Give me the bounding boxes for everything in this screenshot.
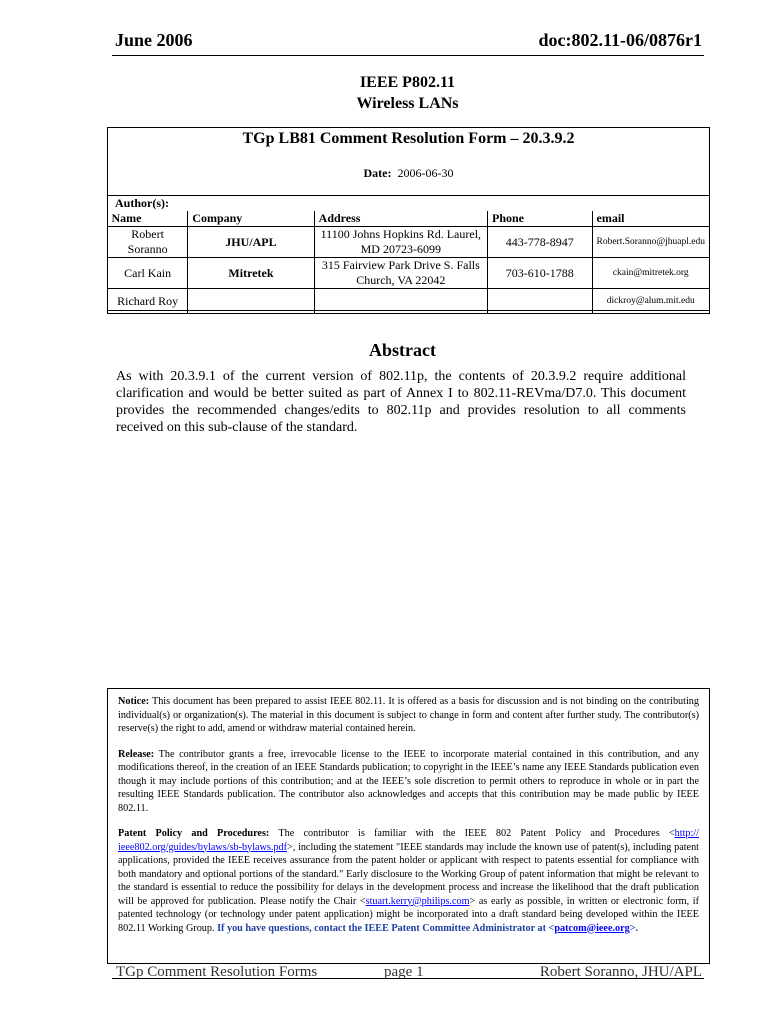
date-label: Date: — [363, 166, 392, 180]
notice-box — [107, 688, 710, 964]
notice-paragraph — [118, 695, 699, 736]
form-title: TGp LB81 Comment Resolution Form – 20.3.9.2 — [242, 130, 575, 147]
footer-page: page 1 — [384, 964, 424, 980]
form-separator — [107, 195, 710, 196]
chair-email-link[interactable]: stuart.kerry@philips.com — [365, 895, 470, 907]
patent-paragraph — [118, 827, 699, 935]
bylaws-link[interactable]: http:// ieee802.org/guides/bylaws/sb-bylaws.pdf — [118, 828, 699, 853]
author-email: Robert.Soranno@jhuapl.edu — [592, 227, 710, 258]
author-row — [108, 289, 710, 314]
form-date — [107, 166, 710, 181]
author-name: Carl Kain — [108, 258, 188, 289]
authors-header-row — [108, 211, 710, 227]
patent-label: Patent Policy and Procedures: — [118, 828, 270, 839]
author-address: 11100 Johns Hopkins Rd. Laurel, MD 20723-6099 — [314, 227, 487, 258]
notice-label: Notice: — [118, 696, 150, 707]
author-phone: 703-610-1788 — [487, 258, 592, 289]
author-email: ckain@mitretek.org — [592, 258, 710, 289]
release-text: The contributor grants a free, irrevocable license to the IEEE to incorporate material contained in this contribution, and any modifications thereof, in the creation of an IEEE Standards publication; to copyright in the IEEE’s name any IEEE Standards publication even though it may include portions of this contribution; and at the IEEE’s sole discretion to permit others to reproduce in whole or in part the resulting IEEE Standards publication. The contributor also acknowledges and accepts that this contribution may be made public by IEEE 802.11. — [118, 748, 699, 814]
authors-table — [107, 211, 710, 314]
col-name: Name — [108, 211, 188, 227]
header-rule — [112, 55, 704, 56]
author-phone — [487, 289, 592, 314]
author-name: Robert Soranno — [108, 227, 188, 258]
col-phone: Phone — [487, 211, 592, 227]
author-name: Richard Roy — [108, 289, 188, 314]
standard-subtitle: Wireless LANs — [356, 95, 459, 112]
author-row — [108, 227, 710, 258]
patent-text-2: >, including the statement "IEEE standards may include the known use of patent(s), including patent applications, provided the IEEE receives assurance from the patent holder or applicant with respect to patents essential for compliance with both mandatory and optional portions of the standard." Early disclosure to the Working Group of patent information that might be relevant to the standard is essential to reduce the possibility for delays in the development process and increase the likelihood that the draft publication will be approved for publication. Please notify the Chair < — [118, 841, 699, 907]
header-date: June 2006 — [115, 30, 193, 50]
col-address: Address — [314, 211, 487, 227]
notice-text: This document has been prepared to assist IEEE 802.11. It is offered as a basis for discussion and is not binding on the contributing individual(s) or organization(s). The material in this document is subject to change in form and content after further study. The contributor(s) reserve(s) the right to add, amend or withdraw material contained herein. — [118, 696, 699, 734]
author-company — [188, 289, 314, 314]
footer-left: TGp Comment Resolution Forms — [116, 964, 318, 980]
release-paragraph — [118, 748, 699, 816]
author-company: Mitretek — [188, 258, 314, 289]
standard-name: IEEE P802.11 — [359, 74, 456, 91]
footer-right: Robert Soranno, JHU/APL — [539, 964, 702, 980]
standard-title — [0, 72, 770, 114]
author-phone: 443-778-8947 — [487, 227, 592, 258]
author-address: 315 Fairview Park Drive S. Falls Church, VA 22042 — [314, 258, 487, 289]
patent-text-1: The contributor is familiar with the IEEE 802 Patent Policy and Procedures < — [278, 828, 675, 839]
patent-contact-text: If you have questions, contact the IEEE Patent Committee Administrator at < — [217, 922, 555, 934]
abstract-body: As with 20.3.9.1 of the current version of 802.11p, the contents of 20.3.9.2 require additional clarification and would be better suited as part of Annex I to 802.11-REVma/D7.0. This document provides the recommended changes/edits to 802.11p and provides resolution to all comments received on this sub-clause of the standard. — [116, 369, 686, 435]
abstract-title: Abstract — [369, 340, 436, 360]
footer-rule — [112, 978, 704, 979]
author-company: JHU/APL — [188, 227, 314, 258]
date-value: 2006-06-30 — [397, 166, 454, 180]
col-email: email — [592, 211, 710, 227]
authors-label: Author(s): — [115, 196, 169, 210]
author-row — [108, 258, 710, 289]
header-doc-id: doc:802.11-06/0876r1 — [538, 30, 702, 50]
release-label: Release: — [118, 748, 155, 760]
author-email: dickroy@alum.mit.edu — [592, 289, 710, 314]
patent-contact-end: >. — [629, 922, 639, 934]
author-address — [314, 289, 487, 314]
col-company: Company — [188, 211, 314, 227]
patcom-email-link[interactable]: patcom@ieee.org — [554, 922, 630, 934]
patent-text-3: > as early as possible, in written or electronic form, if patented technology (or technology under patent application) might be incorporated into a draft standard being developed within the IEEE 802.11 Working Group. — [118, 895, 699, 934]
